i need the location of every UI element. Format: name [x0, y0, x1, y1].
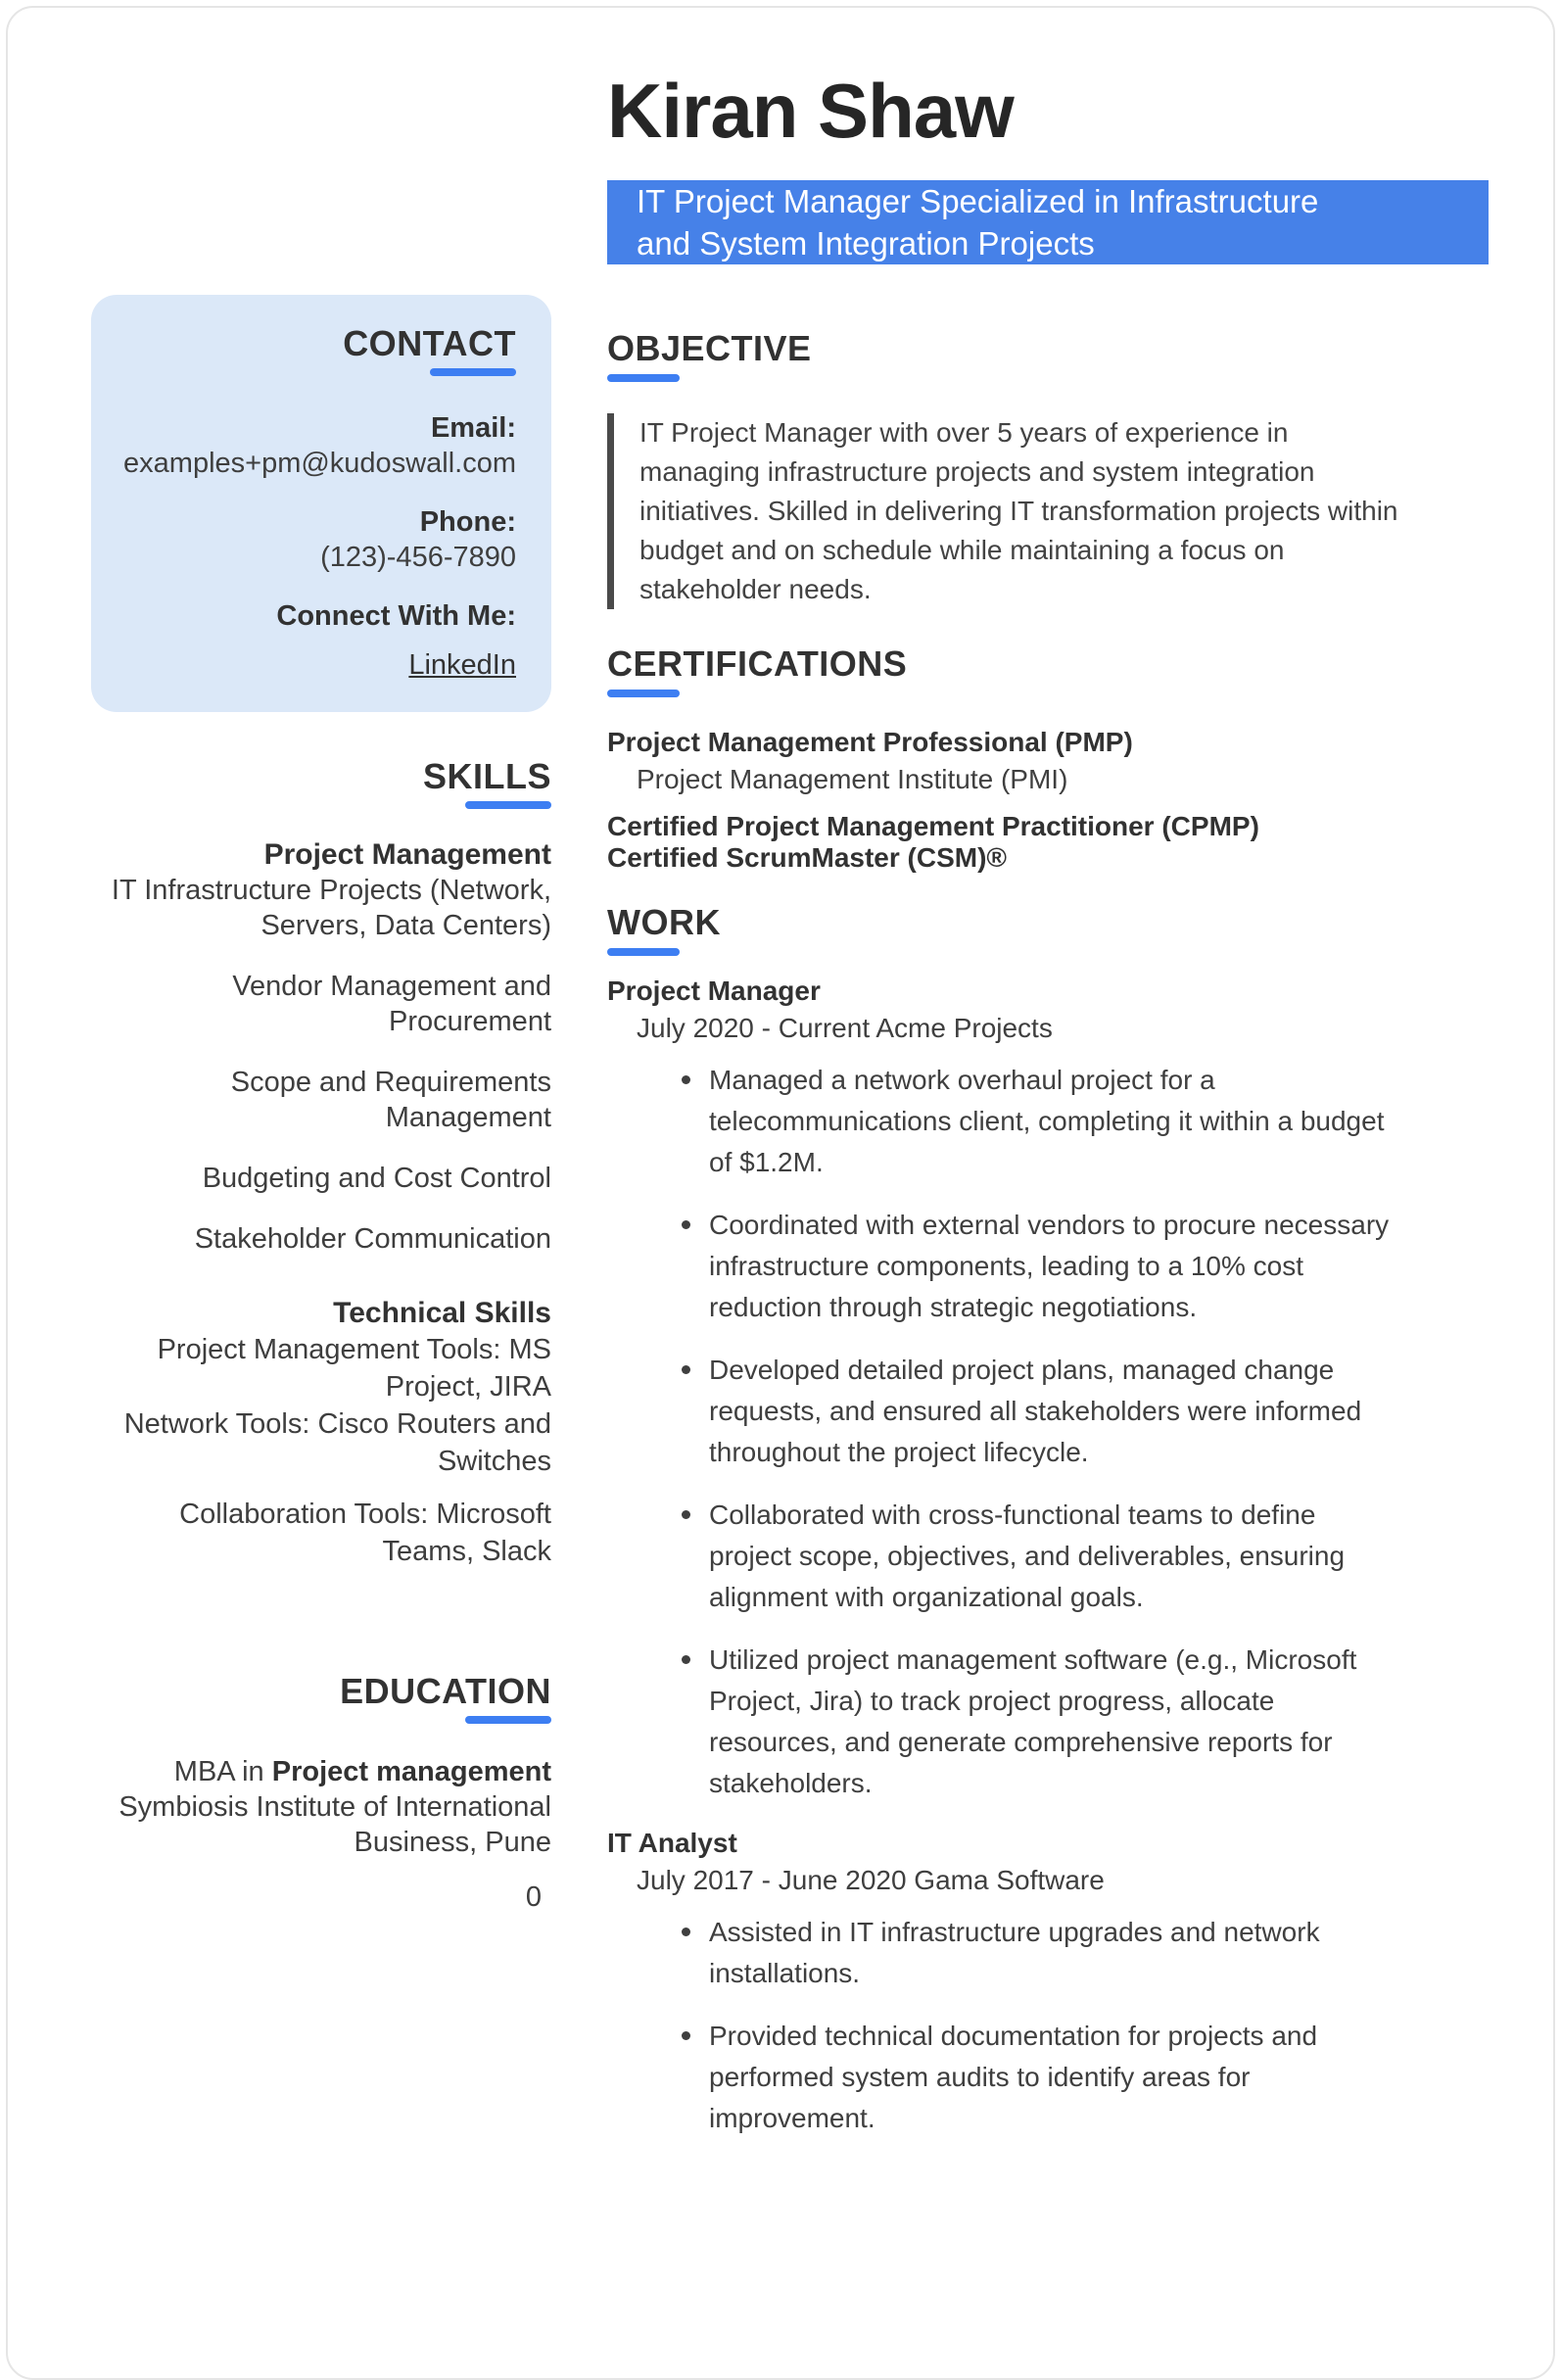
main-column — [607, 68, 1489, 2161]
skills-heading-underline — [465, 801, 551, 809]
degree-prefix: MBA in — [173, 1756, 272, 1787]
candidate-name: Kiran Shaw — [607, 68, 1014, 154]
objective-heading-underline — [607, 374, 680, 382]
work-bullet: Coordinated with external vendors to procure necessary infrastructure components, leading to a 10% cost reduction through strategic negotiations. — [709, 1205, 1399, 1328]
degree-name: Project management — [271, 1756, 551, 1787]
sidebar — [91, 295, 551, 1915]
work-bullet: Assisted in IT infrastructure upgrades and network installations. — [709, 1912, 1399, 1994]
linkedin-row — [120, 647, 516, 683]
education-heading-underline — [465, 1716, 551, 1724]
degree-line — [91, 1754, 551, 1789]
phone-value: (123)-456-7890 — [320, 542, 516, 573]
email-label: Email: — [430, 412, 516, 444]
title-banner — [607, 180, 1489, 264]
cert-title: Certified Project Management Practitioner (CPMP) — [607, 811, 1259, 841]
work-heading-underline — [607, 948, 680, 956]
certifications-heading: CERTIFICATIONS — [607, 643, 908, 684]
cert-issuer: Project Management Institute (PMI) — [637, 764, 1068, 794]
cert-title: Certified ScrumMaster (CSM)® — [607, 842, 1008, 873]
education-heading: EDUCATION — [340, 1671, 551, 1711]
contact-heading-underline — [430, 368, 516, 376]
work-bullet: Utilized project management software (e.g., Microsoft Project, Jira) to track project progress, allocate resources, and generate comprehensive reports for stakeholders. — [709, 1640, 1399, 1804]
objective-heading: OBJECTIVE — [607, 328, 812, 368]
job-meta: July 2017 - June 2020 Gama Software — [637, 1865, 1105, 1895]
education-score: 0 — [525, 1881, 542, 1913]
email-value: examples+pm@kudoswall.com — [123, 448, 516, 479]
certifications-heading-underline — [607, 690, 680, 697]
job-title: Project Manager — [607, 976, 821, 1006]
tech-skill-item: Project Management Tools: MS Project, JIRA — [157, 1334, 551, 1403]
skill-item: IT Infrastructure Projects (Network, Servers, Data Centers) — [111, 875, 551, 941]
objective-text: IT Project Manager with over 5 years of experience in managing infrastructure projects and system integration initiatives. Skilled in delivering IT transformation projects within budget and on schedule while maintaining a focus on stakeholder needs. — [607, 413, 1489, 609]
skills-group-title: Project Management — [263, 838, 551, 871]
skill-item: Budgeting and Cost Control — [202, 1163, 551, 1194]
job-bullets — [607, 1912, 1489, 2139]
connect-label: Connect With Me: — [276, 600, 516, 632]
skill-item: Scope and Requirements Management — [230, 1067, 551, 1133]
title-line: and System Integration Projects — [637, 225, 1095, 262]
resume-page — [6, 6, 1555, 2380]
tech-skill-item: Network Tools: Cisco Routers and Switches — [123, 1408, 551, 1477]
work-bullet: Collaborated with cross-functional teams to define project scope, objectives, and deliverables, ensuring alignment with organizational goals. — [709, 1495, 1399, 1618]
contact-card — [91, 295, 551, 712]
job-meta: July 2020 - Current Acme Projects — [637, 1013, 1053, 1043]
phone-label: Phone: — [419, 506, 516, 538]
school-name: Symbiosis Institute of International Business, Pune — [118, 1791, 551, 1858]
skill-item: Vendor Management and Procurement — [232, 971, 551, 1037]
job-title: IT Analyst — [607, 1828, 737, 1858]
work-bullet: Provided technical documentation for projects and performed system audits to identify areas for improvement. — [709, 2016, 1399, 2139]
contact-heading: CONTACT — [343, 323, 516, 363]
cert-title: Project Management Professional (PMP) — [607, 727, 1133, 757]
work-bullet: Managed a network overhaul project for a telecommunications client, completing it within a budget of $1.2M. — [709, 1060, 1399, 1183]
tech-skill-item: Collaboration Tools: Microsoft Teams, Slack — [179, 1499, 551, 1567]
title-line: IT Project Manager Specialized in Infrastructure — [637, 183, 1319, 219]
linkedin-link[interactable]: LinkedIn — [408, 649, 516, 681]
skill-item: Stakeholder Communication — [194, 1223, 551, 1255]
work-heading: WORK — [607, 902, 721, 942]
cert-group — [607, 811, 1489, 874]
skills-heading: SKILLS — [422, 756, 551, 796]
tech-skills-title: Technical Skills — [333, 1297, 551, 1329]
job-bullets — [607, 1060, 1489, 1804]
work-bullet: Developed detailed project plans, managed change requests, and ensured all stakeholders were informed throughout the project lifecycle. — [709, 1350, 1399, 1473]
